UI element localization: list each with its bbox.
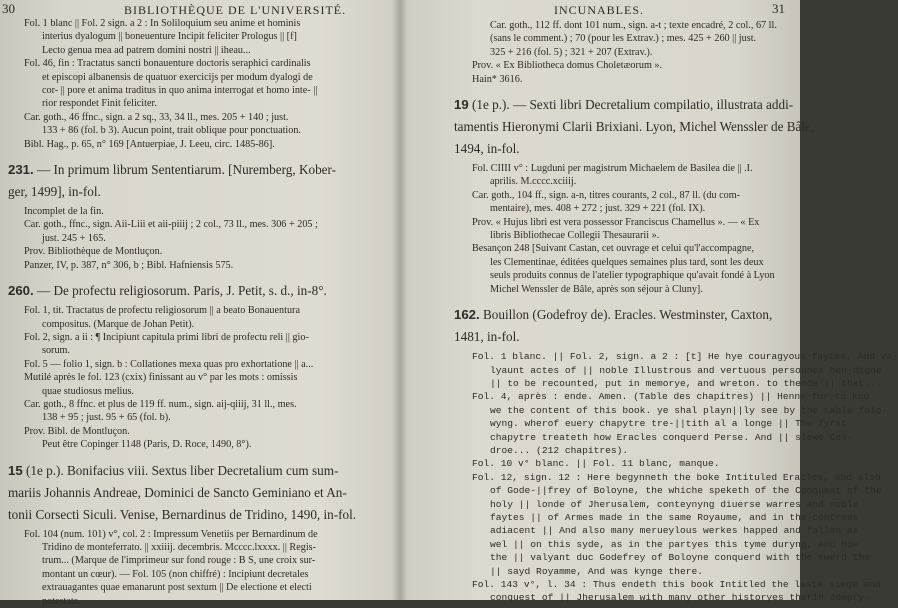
text-line [8,84,394,97]
text-line [8,411,394,424]
line-text: Car. goth., ffnc., sign. Aii-Liii et aii-piiij ; 2 col., 73 ll., mes. 306 + 205 ; [24,219,318,231]
text-line [454,19,796,32]
line-text: just. 245 + 165. [42,232,106,244]
text-line [454,431,853,444]
text-line [454,390,870,403]
line-text: wel || on this syde, as in the partyes this tyme duryng, And how [490,538,859,550]
entry-heading [454,307,796,323]
line-text: sorum. [42,345,71,357]
line-text: montant un cœur). — Fol. 105 (non chiffré) : Incipiunt decretales [42,568,309,580]
text-line [8,358,394,371]
line-text: faytes || of Armes made in the same Royaume, and in the contrees [490,511,859,523]
entry-number: 162. [454,307,480,323]
text-line [8,371,394,384]
text-line [8,304,394,317]
spacer [8,151,394,156]
entry-heading [454,119,815,135]
line-text: Prov. Bibl. de Montluçon. [24,425,130,437]
line-text: || sayd Royamme, And was kynge there. [490,565,704,577]
entry-heading [8,184,394,200]
text-line [8,218,394,231]
spacer [8,272,394,277]
line-text: Car. goth., 8 ffnc. et plus de 119 ff. num., sign. aij-qiiij, 31 ll., mes. [24,398,297,410]
text-line [8,138,394,151]
line-text: Michel Wenssler de Bâle, après son séjour à Cluny]. [490,283,703,295]
line-text: quae studiosus melius. [42,385,134,397]
line-text: Fol. 1 blanc || Fol. 2 sign. a 2 : In Soliloquium seu anime et hominis [24,18,301,29]
text-line [8,568,394,581]
text-line [454,417,847,430]
spacer [454,296,796,301]
line-text: — De profectu religiosorum. Paris, J. Petit, s. d., in-8°. [33,283,327,299]
line-text: chapytre treateth how Eracles conquerd Perse. And || slewe Cos- [490,431,853,443]
line-text: of Gode-||frey of Boloyne, the whiche speketh of the Conquest of the [490,485,882,497]
text-line [8,71,394,84]
text-line [454,269,796,282]
text-line [454,189,796,202]
entry-heading [454,97,796,113]
line-text: holy || londe of Jherusalem, conteynyng diuerse warres and noble [490,498,859,510]
text-line [454,32,796,45]
line-text: mentaire), mes. 408 + 272 ; just. 329 + 221 (fol. IX). [490,203,706,215]
text-line [8,245,394,258]
text-line [8,554,394,567]
entry-heading [454,329,796,345]
line-text: (sans le comment.) ; 70 (pour les Extrav.) ; mes. 425 + 260 || just. [490,33,757,45]
line-text: Fol. 12, sign. 12 : Here begynneth the boke Intituled Eracles, and also [472,471,881,483]
line-text: — In primum librum Sententiarum. [Nuremberg, Kober- [33,162,337,178]
line-text: Tridino de monteferrato. || xxiiij. decembris. Mcccc.lxxxx. || Regis- [42,541,317,553]
line-text: et episcopi albanensis de quatuor exercicijs per modum dyalogi de [42,71,313,83]
line-text: aprilis. M.cccc.xciiij. [490,176,577,188]
text-line [454,404,888,417]
line-text: Car. goth., 104 ff., sign. a-n, titres courants, 2 col., 87 ll. (du com- [472,189,741,201]
line-text: Lecto genua mea ad patrem domini nostri || iheau... [42,44,251,56]
line-text: Fol. 104 (num. 101) v°, col. 2 : Impressum Venetiis per Bernardinum de [24,528,318,540]
line-text: Fol. 5 — folio 1, sign. b : Collationes mexa quas pro exhortatione || a... [24,358,314,370]
line-text: mariis Johannis Andreae, Dominici de Sancto Geminiano et An- [8,484,347,500]
text-line [8,398,394,411]
line-text: rior respondet Finit feliciter. [42,98,157,110]
line-text: Prov. « Ex Bibliotheca domus Choletæorum ». [472,60,663,72]
line-text: 325 + 216 (fol. 5) ; 321 + 207 (Extrav.). [490,46,653,58]
text-line [8,528,394,541]
line-text: tonii Corsecti Siculi. Venise, Bernardinus de Tridino, 1490, in-fol. [8,506,357,522]
line-text: Fol. 2, sign. a ii : ¶ Incipiunt capitula primi libri de profectu reli || gio- [24,331,309,343]
text-line [454,46,796,59]
text-line [454,591,870,604]
line-text: Besançon 248 [Suivant Castan, cet ouvrage et celui qu'l'accompagne, [472,243,755,255]
line-text: Fol. 10 v° blanc. || Fol. 11 blanc, manque. [472,458,720,470]
text-line [454,498,859,511]
line-text: Peut être Copinger 1148 (Paris, D. Roce, 1490, 8°). [42,439,252,451]
entry-heading [8,283,394,299]
line-text: Fol. 1 blanc. || Fol. 2, sign. a 2 : [t] He hye couragyous faytes, And va- [472,351,898,363]
text-line [8,44,394,57]
text-line [454,471,881,484]
text-line [8,438,394,451]
line-text: (1e p.). Bonifacius viii. Sextus liber Decretalium cum sum- [22,462,339,478]
text-line [454,538,859,551]
line-text: extrauagantes quae emanarunt post sextum || De electione et electi [42,582,312,594]
line-text: Car. goth., 46 ffnc., sign. a 2 sq., 33, 34 ll., mes. 205 + 140 ; just. [24,111,289,123]
line-text: Panzer, IV, p. 387, n° 306, b ; Bibl. Hafniensis 575. [24,259,234,271]
line-text: 1481, in-fol. [454,329,520,345]
line-text: trum... (Marque de l'imprimeur sur fond rouge : B S, une croix sur- [42,555,316,567]
page-body [454,19,898,605]
line-text: interius dyalogum || boneuenture Incipit feliciter Prologus || [f] [42,31,297,43]
text-line [8,318,394,331]
text-line [454,202,796,215]
text-line [454,242,796,255]
text-line [454,283,796,296]
page-number: 30 [2,1,15,16]
text-line [454,350,898,363]
running-head: BIBLIOTHÈQUE DE L'UNIVERSITÉ. [124,3,347,17]
entry-number: 19 [454,97,469,113]
line-text: Incomplet de la fin. [24,206,104,218]
text-line [8,595,394,608]
left-page [0,0,400,607]
line-text: || to be recounted, put in memorye, and wreton. to thende || that... [490,377,882,389]
text-line [454,565,796,578]
text-line [454,73,796,86]
line-text: Fol. 143 v°, l. 34 : Thus endeth this book Intitled the laste siege and [472,579,881,590]
line-text: Bibl. Hag., p. 65, n° 169 [Antuerpiae, J. Leeu, circ. 1485-86]. [24,138,275,150]
line-text: Fol. 4, après : ende. Amen. (Table des chapitres) || Henne for to kno [472,391,870,403]
text-line [454,229,796,242]
line-text: wyng. wherof euery chapytre tre-||tith al a longe || The fyrst [490,418,847,430]
text-line [454,216,796,229]
text-line [454,256,796,269]
line-text: libris Bibliothecae Collegii Thesaurarii ». [490,230,660,242]
text-line [8,331,394,344]
page-number: 31 [772,1,785,16]
line-text: cor- || pore et anima traditus in quo anima interrogat et homo inte- || [42,85,318,97]
text-line [454,162,796,175]
text-line [8,425,394,438]
text-line [8,259,394,272]
line-text: les Clementinae, éditées quelques semaines plus tard, sont les deux [490,256,764,268]
text-line [8,541,394,554]
line-text: Prov. « Hujus libri est vera possessor Franciscus Chamellus ». — « Ex [472,216,760,228]
line-text: Bouillon (Godefroy de). Eracles. Westminster, Caxton, [479,307,773,323]
line-text: tamentis Hieronymi Clarii Brixiani. Lyon, Michel Wenssler de Bâle, [454,119,815,135]
line-text: we the content of this book. ye shal playn||ly see by the table folo- [490,404,888,416]
line-text: (1e p.). — Sexti libri Decretalium compilatio, illustrata addi- [468,97,794,113]
line-text: compositus. (Marque de Johan Petit). [42,318,195,330]
text-line [8,232,394,245]
line-text: Hain* 3616. [472,73,523,85]
page-body [8,17,394,608]
line-text: ger, 1499], in-fol. [8,184,101,200]
text-line [8,30,394,43]
line-text: Mutilé après le fol. 123 (cxix) finissant au v° par les mots : omissis [24,372,298,384]
text-line [454,457,796,470]
entry-number: 260. [8,283,34,299]
text-line [454,377,882,390]
line-text: lyaunt actes of || noble Illustrous and vertuous personnes hen digne [490,364,882,376]
line-text: adiacent || And also many merueylous werkes happed and fallen as [490,525,859,537]
entry-heading [8,507,394,523]
line-text: seuls produits connus de l'atelier typographique qu'avait fondé à Lyon [490,270,775,282]
text-line [454,524,859,537]
text-line [454,578,881,591]
line-text: potestate. [42,595,81,607]
line-text: Car. goth., 112 ff. dont 101 num., sign. a-t ; texte encadré, 2 col., 67 ll. [490,20,777,31]
spacer [8,452,394,457]
text-line [8,344,394,357]
text-line [454,444,796,457]
line-text: droe... (212 chapitres). [490,444,629,456]
entry-heading [8,485,394,501]
text-line [454,511,859,524]
line-text: 1494, in-fol. [454,141,520,157]
running-head: INCUNABLES. [554,3,645,17]
line-text: 133 + 86 (fol. b 3). Aucun point, trait oblique pour ponctuation. [42,125,301,137]
line-text: the || valyant duc Godefrey of Boloyne conquerd with the swerd the [490,552,870,564]
text-line [454,484,882,497]
text-line [454,59,796,72]
text-line [8,205,394,218]
text-line [8,111,394,124]
text-line [8,17,394,30]
line-text: conquest of || Jherusalem with many other historyes therin compry- [490,592,870,604]
line-text: Fol. 46, fin : Tractatus sancti bonauenture doctoris seraphici cardinalis [24,58,311,70]
right-page [402,0,898,604]
entry-number: 15 [8,462,23,478]
entry-heading [8,162,394,178]
text-line [454,364,882,377]
spacer [454,86,796,91]
line-text: Fol. CIIII v° : Lugduni per magistrum Michaelem de Basilea die || .I. [472,163,753,175]
line-text: Prov. Bibliothèque de Montluçon. [24,246,163,258]
entry-heading [454,141,796,157]
entry-number: 231. [8,162,34,178]
line-text: Fol. 1, tit. Tractatus de profectu religiosorum || a beato Bonauentura [24,305,300,317]
entry-heading [8,463,394,479]
text-line [8,57,394,70]
text-line [8,581,394,594]
text-line [454,551,870,564]
text-line [8,97,394,110]
text-line [8,124,394,137]
text-line [454,175,796,188]
line-text: 138 + 95 ; just. 95 + 65 (fol. b). [42,412,171,424]
text-line [8,385,394,398]
